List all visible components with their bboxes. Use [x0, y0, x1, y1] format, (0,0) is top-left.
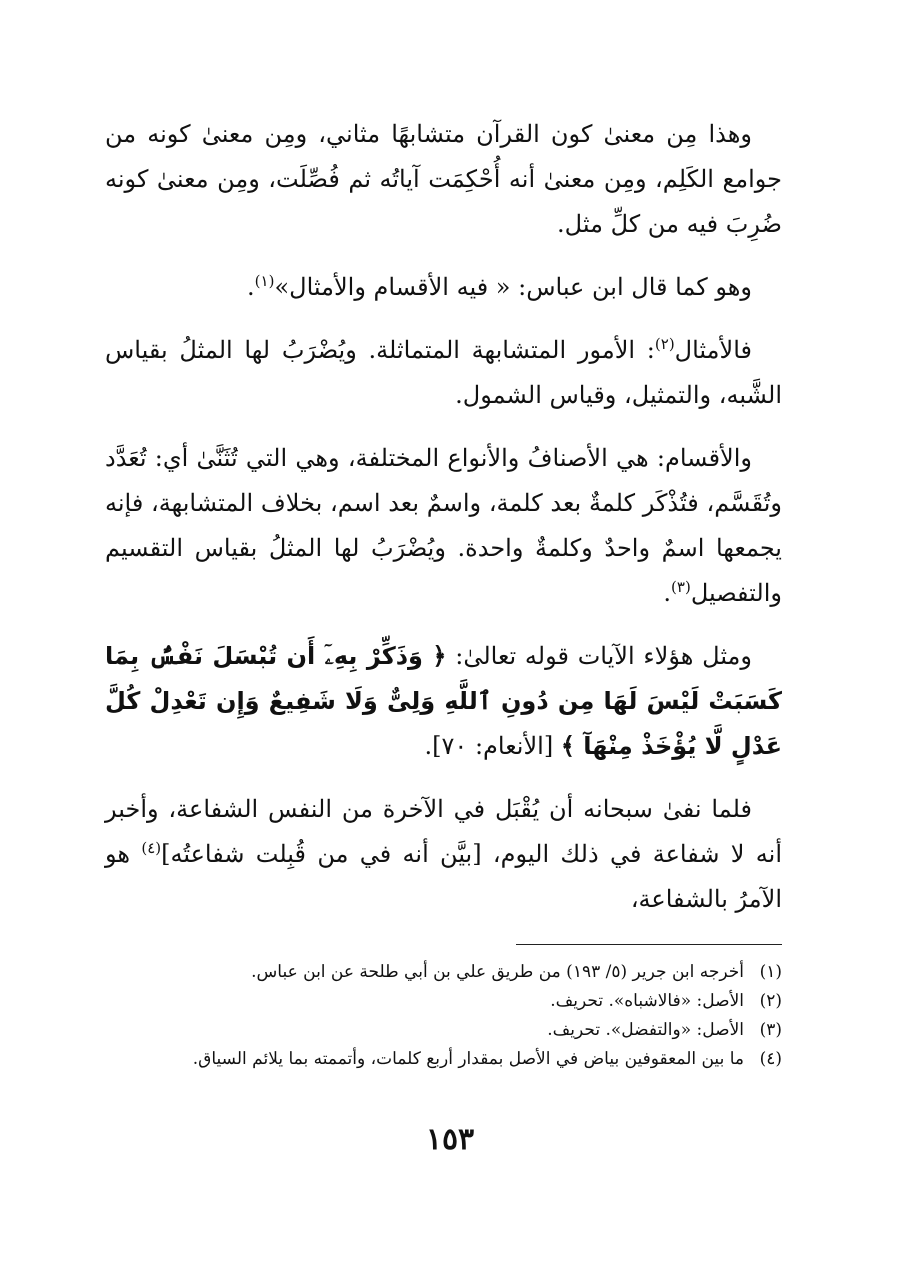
paragraph-6-after: هو الآمرُ بالشفاعة، [105, 840, 782, 913]
footnote-separator [516, 944, 782, 945]
footnotes [105, 958, 782, 1074]
footnote-2 [105, 987, 782, 1016]
paragraph-1-text: وهذا مِن معنىٰ كون القرآن متشابهًا مثاني، ومِن معنىٰ كونه من جوامع الكَلِم، ومِن معنىٰ أنه أُحْكِمَت آياتُه ثم فُصِّلَت، ومِن معنىٰ كونه ضُرِبَ فيه من كلِّ مثل. [105, 120, 782, 238]
footnote-ref-1[interactable]: (١) [254, 272, 275, 290]
footnote-ref-3[interactable]: (٣) [671, 578, 691, 596]
footnote-text: الأصل: «والتفضل». تحريف. [547, 1020, 744, 1040]
footnote-text: الأصل: «فالاشباه». تحريف. [550, 991, 744, 1011]
footnote-text: أخرجه ابن جرير (٥/ ١٩٣) من طريق علي بن أبي طلحة عن ابن عباس. [251, 962, 744, 982]
footnote-ref-2[interactable]: (٢) [654, 335, 675, 353]
paragraph-4 [105, 436, 782, 616]
paragraph-5 [105, 634, 782, 769]
page-number: ١٥٣ [425, 1122, 475, 1157]
footnote-1 [105, 958, 782, 987]
verse-reference: [الأنعام: ٧٠]. [424, 732, 554, 760]
paragraph-3-after: : الأمور المتشابهة المتماثلة. ويُضْرَبُ لها المثلُ بقياس الشَّبه، والتمثيل، وقياس الشمول. [105, 336, 782, 409]
paragraph-3 [105, 328, 782, 418]
paragraph-5-text: ومثل هؤلاء الآيات قوله تعالىٰ: [455, 642, 753, 670]
paragraph-4-text: والأقسام: هي الأصنافُ والأنواع المختلفة، وهي التي تُثَنَّىٰ أي: تُعَدَّد وتُقَسَّم، فتُذْكَر كلمةٌ بعد كلمة، واسمٌ بعد اسم، بخلاف المتشابهة، فإنه يجمعها اسمٌ واحدٌ وكلمةٌ واحدة. ويُضْرَبُ لها المثلُ بقياس التقسيم والتفصيل [105, 444, 782, 607]
paragraph-2-text: وهو كما قال ابن عباس: « فيه الأقسام والأمثال» [274, 273, 752, 301]
paragraph-2 [105, 265, 782, 310]
paragraph-6 [105, 787, 782, 922]
paragraph-6-text: فلما نفىٰ سبحانه أن يُقْبَل في الآخرة من النفس الشفاعة، وأخبر أنه لا شفاعة في ذلك اليوم، [بيَّن أنه في من قُبِلت شفاعتُه] [105, 795, 782, 868]
main-text [105, 112, 782, 940]
footnote-4 [105, 1045, 782, 1074]
quran-verse: ﴿ وَذَكِّرْ بِهِۦٓ أَن تُبْسَلَ نَفْسٌۢ بِمَا كَسَبَتْ لَيْسَ لَهَا مِن دُونِ ٱللَّهِ وَلِىٌّ وَلَا شَفِيعٌ وَإِن تَعْدِلْ كُلَّ عَدْلٍ لَّا يُؤْخَذْ مِنْهَآ ﴾ [105, 642, 782, 760]
footnote-number: (٣) [759, 1020, 782, 1040]
footnote-ref-4[interactable]: (٤) [141, 839, 162, 857]
paragraph-2-after: . [247, 273, 255, 301]
paragraph-4-after: . [663, 579, 672, 607]
footnote-number: (٤) [759, 1049, 782, 1069]
footnote-3 [105, 1016, 782, 1045]
footnote-number: (١) [759, 962, 782, 982]
footnote-text: ما بين المعقوفين بياض في الأصل بمقدار أربع كلمات، وأتممته بما يلائم السياق. [192, 1049, 744, 1069]
paragraph-1 [105, 112, 782, 247]
paragraph-3-text: فالأمثال [674, 336, 752, 364]
footnote-number: (٢) [759, 991, 782, 1011]
